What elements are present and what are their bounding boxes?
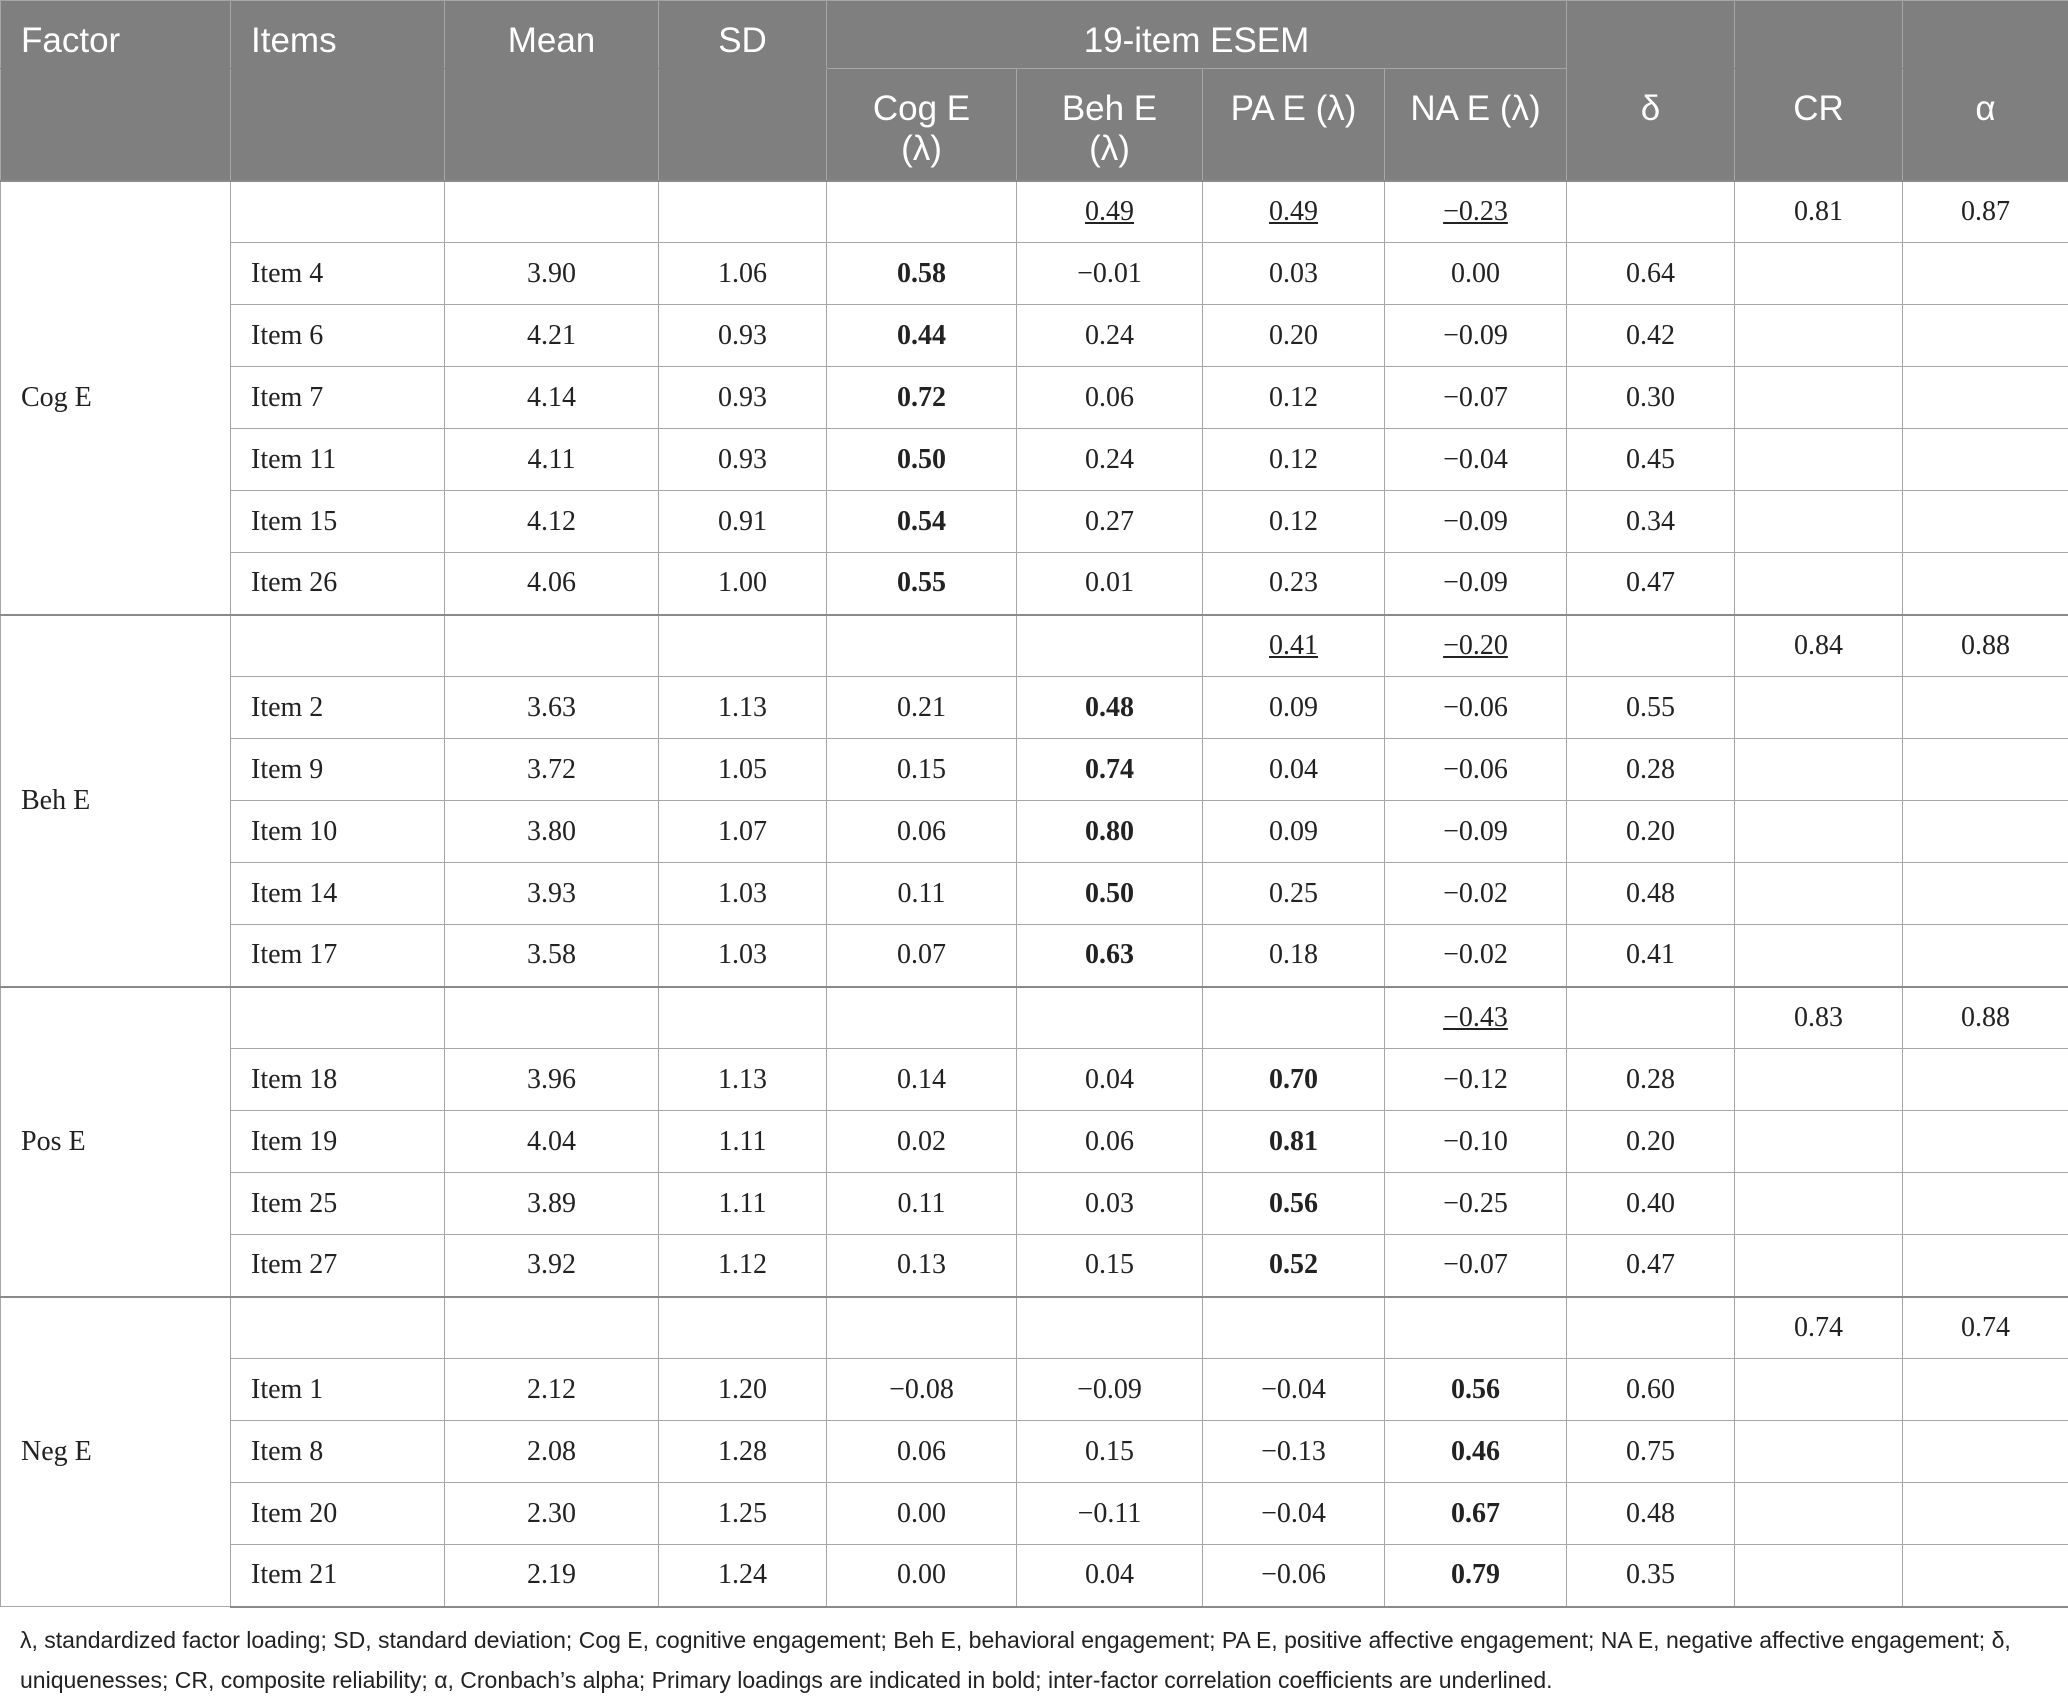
cell-sd: 1.11 <box>659 1173 827 1235</box>
cell-mean: 4.11 <box>445 429 659 491</box>
cell-cr-empty <box>1735 1235 1903 1297</box>
table-row <box>1 1483 2068 1545</box>
cell-alpha-empty <box>1903 367 2068 429</box>
factor-summary-row <box>1 1297 2068 1359</box>
table-row <box>1 739 2068 801</box>
header-sd: SD <box>659 1 827 69</box>
summary-empty-cell <box>445 615 659 677</box>
cell-sd: 1.05 <box>659 739 827 801</box>
cell-alpha-empty <box>1903 305 2068 367</box>
table-row <box>1 367 2068 429</box>
summary-empty-cell <box>1567 987 1735 1049</box>
summary-empty-cell <box>659 615 827 677</box>
interfactor-correlation-beh <box>1017 1297 1203 1359</box>
table-row <box>1 429 2068 491</box>
cell-delta: 0.48 <box>1567 863 1735 925</box>
cell-cr-empty <box>1735 1111 1903 1173</box>
interfactor-correlation-cog <box>827 615 1017 677</box>
item-label: Item 2 <box>231 677 445 739</box>
cell-delta: 0.40 <box>1567 1173 1735 1235</box>
cell-sd: 1.20 <box>659 1359 827 1421</box>
cell-sd: 1.03 <box>659 863 827 925</box>
cell-cr-empty <box>1735 1421 1903 1483</box>
cell-cog: 0.13 <box>827 1235 1017 1297</box>
cell-pa: 0.25 <box>1203 863 1385 925</box>
cell-na: −0.02 <box>1385 925 1567 987</box>
cell-na: 0.67 <box>1385 1483 1567 1545</box>
cell-na: −0.25 <box>1385 1173 1567 1235</box>
cell-sd: 1.25 <box>659 1483 827 1545</box>
summary-empty-cell <box>231 987 445 1049</box>
summary-empty-cell <box>659 181 827 243</box>
cell-mean: 3.90 <box>445 243 659 305</box>
cell-pa: 0.04 <box>1203 739 1385 801</box>
cell-cr-empty <box>1735 1545 1903 1607</box>
cell-delta: 0.42 <box>1567 305 1735 367</box>
cell-pa: 0.56 <box>1203 1173 1385 1235</box>
cell-cog: 0.00 <box>827 1545 1017 1607</box>
cell-delta: 0.60 <box>1567 1359 1735 1421</box>
header-na-loading: NA E (λ) <box>1385 69 1567 181</box>
cell-na: −0.02 <box>1385 863 1567 925</box>
cell-alpha-empty <box>1903 243 2068 305</box>
header-blank-alpha <box>1903 1 2068 69</box>
cell-na: −0.06 <box>1385 677 1567 739</box>
cell-pa: −0.04 <box>1203 1359 1385 1421</box>
summary-empty-cell <box>659 1297 827 1359</box>
cell-pa: 0.20 <box>1203 305 1385 367</box>
table-header <box>1 1 2068 181</box>
cell-cr-empty <box>1735 429 1903 491</box>
cell-cr-empty <box>1735 305 1903 367</box>
cell-mean: 2.08 <box>445 1421 659 1483</box>
cell-cog: 0.02 <box>827 1111 1017 1173</box>
cell-na: −0.09 <box>1385 801 1567 863</box>
cell-na: −0.04 <box>1385 429 1567 491</box>
table-body <box>1 181 2068 1607</box>
item-label: Item 18 <box>231 1049 445 1111</box>
item-label: Item 19 <box>231 1111 445 1173</box>
cell-delta: 0.20 <box>1567 1111 1735 1173</box>
factor-label: Beh E <box>1 615 231 987</box>
cell-beh: 0.15 <box>1017 1235 1203 1297</box>
cell-alpha-empty <box>1903 739 2068 801</box>
header-cog-text: Cog E (λ) <box>872 89 971 168</box>
cell-beh: −0.01 <box>1017 243 1203 305</box>
cell-cog: 0.50 <box>827 429 1017 491</box>
item-label: Item 11 <box>231 429 445 491</box>
cronbach-alpha: 0.74 <box>1903 1297 2068 1359</box>
cell-cog: 0.00 <box>827 1483 1017 1545</box>
interfactor-correlation-beh <box>1017 987 1203 1049</box>
cell-delta: 0.47 <box>1567 553 1735 615</box>
cell-beh: 0.24 <box>1017 305 1203 367</box>
cell-mean: 3.80 <box>445 801 659 863</box>
summary-empty-cell <box>445 181 659 243</box>
interfactor-correlation-cog <box>827 987 1017 1049</box>
header-blank-cr <box>1735 1 1903 69</box>
cell-alpha-empty <box>1903 429 2068 491</box>
summary-empty-cell <box>1567 1297 1735 1359</box>
interfactor-correlation-cog <box>827 181 1017 243</box>
cell-cog: −0.08 <box>827 1359 1017 1421</box>
cell-pa: 0.12 <box>1203 367 1385 429</box>
table-row <box>1 1049 2068 1111</box>
table-footnote: λ, standardized factor loading; SD, standard deviation; Cog E, cognitive engagement; Beh E, behavioral engagement; PA E, positive affective engagement; NA E, negative affective engagement; δ, uniquenesses; CR, composite reliability; α, Cronbach’s alpha; Primary loadings are indicated in bold; inter-factor correlation coefficients are underlined. <box>20 1626 2011 1693</box>
cell-delta: 0.41 <box>1567 925 1735 987</box>
cell-mean: 3.63 <box>445 677 659 739</box>
cell-cog: 0.44 <box>827 305 1017 367</box>
cell-sd: 1.07 <box>659 801 827 863</box>
table-row <box>1 801 2068 863</box>
item-label: Item 8 <box>231 1421 445 1483</box>
interfactor-correlation-na: −0.23 <box>1385 181 1567 243</box>
cell-cr-empty <box>1735 1049 1903 1111</box>
cell-alpha-empty <box>1903 491 2068 553</box>
cell-beh: 0.63 <box>1017 925 1203 987</box>
interfactor-correlation-pa: 0.41 <box>1203 615 1385 677</box>
cell-alpha-empty <box>1903 1483 2068 1545</box>
cell-beh: 0.50 <box>1017 863 1203 925</box>
cell-beh: 0.15 <box>1017 1421 1203 1483</box>
interfactor-correlation-cog <box>827 1297 1017 1359</box>
header-esem-group: 19-item ESEM <box>827 1 1567 69</box>
cell-cog: 0.21 <box>827 677 1017 739</box>
cell-delta: 0.55 <box>1567 677 1735 739</box>
cell-sd: 1.06 <box>659 243 827 305</box>
cell-delta: 0.45 <box>1567 429 1735 491</box>
cell-pa: 0.18 <box>1203 925 1385 987</box>
cell-mean: 4.14 <box>445 367 659 429</box>
interfactor-correlation-pa: 0.49 <box>1203 181 1385 243</box>
cell-cr-empty <box>1735 925 1903 987</box>
cell-sd: 1.24 <box>659 1545 827 1607</box>
item-label: Item 14 <box>231 863 445 925</box>
cell-na: −0.07 <box>1385 1235 1567 1297</box>
cell-pa: −0.06 <box>1203 1545 1385 1607</box>
cell-mean: 3.96 <box>445 1049 659 1111</box>
cell-cr-empty <box>1735 1359 1903 1421</box>
cell-na: −0.10 <box>1385 1111 1567 1173</box>
cell-alpha-empty <box>1903 1545 2068 1607</box>
table-row <box>1 1173 2068 1235</box>
cell-na: −0.12 <box>1385 1049 1567 1111</box>
item-label: Item 9 <box>231 739 445 801</box>
cell-mean: 4.21 <box>445 305 659 367</box>
cronbach-alpha: 0.87 <box>1903 181 2068 243</box>
table-row <box>1 863 2068 925</box>
cell-beh: 0.24 <box>1017 429 1203 491</box>
factor-summary-row <box>1 181 2068 243</box>
summary-empty-cell <box>445 1297 659 1359</box>
cell-na: 0.46 <box>1385 1421 1567 1483</box>
cell-beh: 0.74 <box>1017 739 1203 801</box>
cell-pa: 0.81 <box>1203 1111 1385 1173</box>
cell-sd: 1.28 <box>659 1421 827 1483</box>
cell-na: 0.79 <box>1385 1545 1567 1607</box>
table-row <box>1 1421 2068 1483</box>
cell-sd: 1.11 <box>659 1111 827 1173</box>
cell-delta: 0.30 <box>1567 367 1735 429</box>
cell-pa: 0.12 <box>1203 429 1385 491</box>
item-label: Item 15 <box>231 491 445 553</box>
item-label: Item 17 <box>231 925 445 987</box>
cell-beh: 0.06 <box>1017 1111 1203 1173</box>
cell-beh: −0.11 <box>1017 1483 1203 1545</box>
cell-delta: 0.20 <box>1567 801 1735 863</box>
item-label: Item 4 <box>231 243 445 305</box>
cell-beh: 0.03 <box>1017 1173 1203 1235</box>
cell-alpha-empty <box>1903 1235 2068 1297</box>
cell-pa: 0.09 <box>1203 677 1385 739</box>
table-row <box>1 1545 2068 1607</box>
cell-na: −0.09 <box>1385 491 1567 553</box>
cell-delta: 0.34 <box>1567 491 1735 553</box>
cell-cr-empty <box>1735 801 1903 863</box>
cell-pa: 0.52 <box>1203 1235 1385 1297</box>
cell-pa: −0.13 <box>1203 1421 1385 1483</box>
cell-pa: 0.12 <box>1203 491 1385 553</box>
cell-alpha-empty <box>1903 1173 2068 1235</box>
header-factor-cont <box>1 69 231 181</box>
cronbach-alpha: 0.88 <box>1903 615 2068 677</box>
cell-mean: 2.12 <box>445 1359 659 1421</box>
header-pa-loading: PA E (λ) <box>1203 69 1385 181</box>
table-row <box>1 1111 2068 1173</box>
cell-sd: 0.91 <box>659 491 827 553</box>
header-alpha: α <box>1903 69 2068 181</box>
interfactor-correlation-beh <box>1017 615 1203 677</box>
summary-empty-cell <box>659 987 827 1049</box>
header-sd-cont <box>659 69 827 181</box>
header-items: Items <box>231 1 445 69</box>
table-row <box>1 1359 2068 1421</box>
cell-alpha-empty <box>1903 677 2068 739</box>
interfactor-correlation-pa <box>1203 1297 1385 1359</box>
cell-cr-empty <box>1735 1173 1903 1235</box>
interfactor-correlation-na <box>1385 1297 1567 1359</box>
cell-mean: 3.92 <box>445 1235 659 1297</box>
header-beh-loading <box>1017 69 1203 181</box>
cell-sd: 1.00 <box>659 553 827 615</box>
composite-reliability: 0.74 <box>1735 1297 1903 1359</box>
cell-mean: 4.04 <box>445 1111 659 1173</box>
summary-empty-cell <box>1567 181 1735 243</box>
header-cr: CR <box>1735 69 1903 181</box>
table-row <box>1 1235 2068 1297</box>
cell-na: −0.09 <box>1385 305 1567 367</box>
factor-summary-row <box>1 615 2068 677</box>
cell-cr-empty <box>1735 863 1903 925</box>
cell-mean: 4.06 <box>445 553 659 615</box>
cell-cr-empty <box>1735 739 1903 801</box>
cell-alpha-empty <box>1903 801 2068 863</box>
interfactor-correlation-na: −0.20 <box>1385 615 1567 677</box>
factor-summary-row <box>1 987 2068 1049</box>
interfactor-correlation-pa <box>1203 987 1385 1049</box>
header-cog-loading <box>827 69 1017 181</box>
table-row <box>1 677 2068 739</box>
interfactor-correlation-na: −0.43 <box>1385 987 1567 1049</box>
cell-mean: 4.12 <box>445 491 659 553</box>
composite-reliability: 0.83 <box>1735 987 1903 1049</box>
cell-beh: 0.04 <box>1017 1545 1203 1607</box>
item-label: Item 6 <box>231 305 445 367</box>
cell-beh: 0.06 <box>1017 367 1203 429</box>
composite-reliability: 0.81 <box>1735 181 1903 243</box>
cell-alpha-empty <box>1903 1049 2068 1111</box>
cell-na: −0.07 <box>1385 367 1567 429</box>
cell-beh: 0.27 <box>1017 491 1203 553</box>
cell-sd: 0.93 <box>659 305 827 367</box>
factor-label: Pos E <box>1 987 231 1297</box>
interfactor-correlation-beh: 0.49 <box>1017 181 1203 243</box>
item-label: Item 25 <box>231 1173 445 1235</box>
summary-empty-cell <box>231 615 445 677</box>
cell-cog: 0.11 <box>827 1173 1017 1235</box>
cell-cr-empty <box>1735 367 1903 429</box>
cell-alpha-empty <box>1903 863 2068 925</box>
header-mean-cont <box>445 69 659 181</box>
cell-delta: 0.64 <box>1567 243 1735 305</box>
cell-sd: 1.13 <box>659 1049 827 1111</box>
summary-empty-cell <box>1567 615 1735 677</box>
cronbach-alpha: 0.88 <box>1903 987 2068 1049</box>
item-label: Item 7 <box>231 367 445 429</box>
factor-label: Cog E <box>1 181 231 615</box>
table-row <box>1 243 2068 305</box>
cell-sd: 0.93 <box>659 367 827 429</box>
item-label: Item 20 <box>231 1483 445 1545</box>
cell-sd: 1.12 <box>659 1235 827 1297</box>
cell-pa: 0.70 <box>1203 1049 1385 1111</box>
cell-sd: 0.93 <box>659 429 827 491</box>
factor-label: Neg E <box>1 1297 231 1607</box>
summary-empty-cell <box>445 987 659 1049</box>
cell-mean: 3.72 <box>445 739 659 801</box>
cell-cr-empty <box>1735 553 1903 615</box>
cell-cog: 0.06 <box>827 1421 1017 1483</box>
cell-sd: 1.13 <box>659 677 827 739</box>
table-row <box>1 553 2068 615</box>
cell-na: −0.09 <box>1385 553 1567 615</box>
cell-cog: 0.07 <box>827 925 1017 987</box>
cell-cog: 0.11 <box>827 863 1017 925</box>
table-row <box>1 305 2068 367</box>
item-label: Item 21 <box>231 1545 445 1607</box>
cell-alpha-empty <box>1903 925 2068 987</box>
cell-cog: 0.58 <box>827 243 1017 305</box>
header-blank-delta <box>1567 1 1735 69</box>
cell-cog: 0.55 <box>827 553 1017 615</box>
header-factor: Factor <box>1 1 231 69</box>
cell-alpha-empty <box>1903 1359 2068 1421</box>
cell-cr-empty <box>1735 1483 1903 1545</box>
cell-pa: 0.09 <box>1203 801 1385 863</box>
cell-mean: 2.30 <box>445 1483 659 1545</box>
cell-na: 0.00 <box>1385 243 1567 305</box>
cell-alpha-empty <box>1903 1111 2068 1173</box>
cell-pa: 0.03 <box>1203 243 1385 305</box>
item-label: Item 1 <box>231 1359 445 1421</box>
cell-alpha-empty <box>1903 1421 2068 1483</box>
cell-cr-empty <box>1735 243 1903 305</box>
cell-pa: −0.04 <box>1203 1483 1385 1545</box>
cell-cog: 0.14 <box>827 1049 1017 1111</box>
cell-delta: 0.28 <box>1567 1049 1735 1111</box>
cell-cog: 0.06 <box>827 801 1017 863</box>
summary-empty-cell <box>231 181 445 243</box>
cell-mean: 2.19 <box>445 1545 659 1607</box>
item-label: Item 27 <box>231 1235 445 1297</box>
cell-delta: 0.47 <box>1567 1235 1735 1297</box>
cell-cr-empty <box>1735 491 1903 553</box>
cell-cog: 0.54 <box>827 491 1017 553</box>
summary-empty-cell <box>231 1297 445 1359</box>
composite-reliability: 0.84 <box>1735 615 1903 677</box>
cell-beh: −0.09 <box>1017 1359 1203 1421</box>
header-items-cont <box>231 69 445 181</box>
table-row <box>1 925 2068 987</box>
cell-delta: 0.28 <box>1567 739 1735 801</box>
cell-beh: 0.04 <box>1017 1049 1203 1111</box>
cell-beh: 0.01 <box>1017 553 1203 615</box>
cell-mean: 3.93 <box>445 863 659 925</box>
item-label: Item 10 <box>231 801 445 863</box>
cell-cog: 0.72 <box>827 367 1017 429</box>
header-mean: Mean <box>445 1 659 69</box>
header-delta: δ <box>1567 69 1735 181</box>
cell-cog: 0.15 <box>827 739 1017 801</box>
cell-alpha-empty <box>1903 553 2068 615</box>
header-beh-text: Beh E (λ) <box>1061 89 1158 168</box>
cell-cr-empty <box>1735 677 1903 739</box>
cell-sd: 1.03 <box>659 925 827 987</box>
cell-delta: 0.48 <box>1567 1483 1735 1545</box>
cell-beh: 0.48 <box>1017 677 1203 739</box>
item-label: Item 26 <box>231 553 445 615</box>
cell-na: −0.06 <box>1385 739 1567 801</box>
cell-mean: 3.58 <box>445 925 659 987</box>
cell-beh: 0.80 <box>1017 801 1203 863</box>
cell-pa: 0.23 <box>1203 553 1385 615</box>
cell-mean: 3.89 <box>445 1173 659 1235</box>
cell-delta: 0.75 <box>1567 1421 1735 1483</box>
table-row <box>1 491 2068 553</box>
cell-na: 0.56 <box>1385 1359 1567 1421</box>
cell-delta: 0.35 <box>1567 1545 1735 1607</box>
